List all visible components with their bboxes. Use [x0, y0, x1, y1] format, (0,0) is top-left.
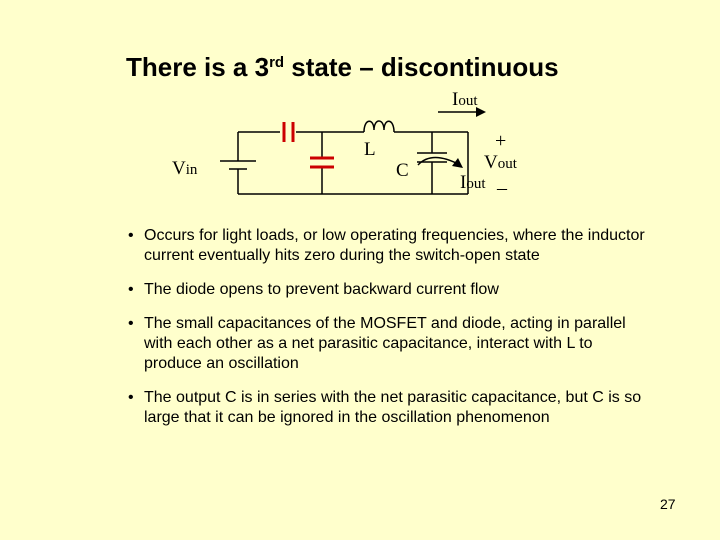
vout-label: Vout [484, 152, 517, 173]
iout-load-label: Iout [460, 172, 486, 193]
title-suffix: state – discontinuous [284, 52, 559, 82]
inductor-label: L [364, 139, 376, 160]
page-number: 27 [660, 496, 676, 512]
bullet-item: • Occurs for light loads, or low operating frequencies, where the inductor current eventually hits zero during the switch-open state [128, 226, 648, 266]
parasitic-capacitor-shunt [310, 158, 334, 167]
minus-sign: – [497, 177, 507, 199]
iout-arrow-head [476, 107, 486, 117]
current-arc-head [452, 158, 463, 168]
title-superscript: rd [269, 54, 285, 71]
inductor-coils [364, 121, 394, 132]
circuit-diagram [0, 0, 720, 220]
bullet-item: • The output C is in series with the net parasitic capacitance, but C is so large that it can be ignored in the oscillation phenomenon [128, 388, 648, 428]
plus-sign: + [495, 130, 507, 152]
parasitic-capacitor-series [284, 122, 293, 142]
iout-top-label: Iout [452, 89, 478, 110]
capacitor-label: C [396, 160, 409, 181]
vin-label: Vin [172, 158, 198, 179]
bullet-item: • The diode opens to prevent backward current flow [128, 280, 648, 300]
bullet-item: • The small capacitances of the MOSFET and diode, acting in parallel with each other as a net parasitic capacitance, interact with L to produce an oscillation [128, 314, 648, 374]
title-prefix: There is a 3 [126, 52, 270, 82]
bullet-list [128, 226, 648, 442]
